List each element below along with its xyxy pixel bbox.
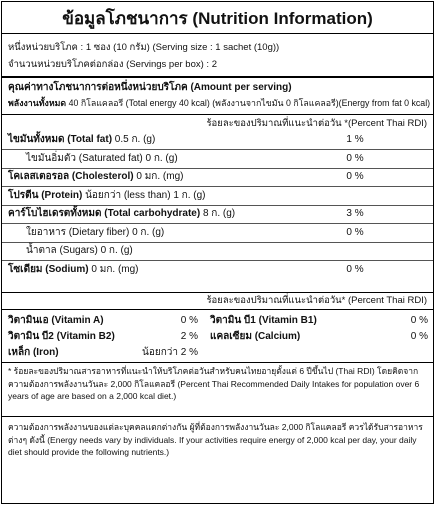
nutrient-amount: 0 ก. (g) — [129, 226, 165, 238]
row-divider — [2, 260, 433, 261]
footnote-rdi: * ร้อยละของปริมาณสารอาหารที่แนะนำให้บริโภคต่อวันสำหรับคนไทยอายุตั้งแต่ 6 ปีขึ้นไป (Thai RDI) โดยคิดจากความต้องการพลังงานวันละ 2,000 กิโลแคลอรี (Percent Thai Recommended Daily Intakes for population over 6 years of age are based on a 2,000 kcal diet.) — [8, 366, 420, 401]
nutrient-percent: 1 % — [346, 134, 364, 145]
nutrient-percent: 3 % — [346, 208, 364, 219]
nutrition-panel — [1, 1, 434, 504]
vitamin-name: วิตามิน บี1 (Vitamin B1) — [210, 315, 317, 326]
nutrient-name: โคเลสเตอรอล (Cholesterol) — [8, 171, 134, 182]
nutrient-amount: น้อยกว่า (less than) 1 ก. (g) — [82, 189, 206, 201]
nutrient-amount: 0 ก. (g) — [142, 152, 178, 164]
vitamin-name: วิตามิน บี2 (Vitamin B2) — [8, 331, 115, 342]
amount-per-serving: คุณค่าทางโภชนาการต่อหนึ่งหน่วยบริโภค (Amount per serving) — [8, 82, 292, 93]
rdi-header: ร้อยละของปริมาณที่แนะนำต่อวัน *(Percent Thai RDI) — [206, 118, 427, 129]
row-divider — [2, 186, 433, 187]
fat-energy-value: (พลังงานจากไขมัน 0 กิโลแคลอรี)(Energy from fat 0 kcal) — [212, 98, 431, 108]
nutrient-amount: 8 ก. (g) — [200, 208, 236, 219]
total-energy-value: 40 กิโลแคลอรี (Total energy 40 kcal) — [68, 98, 210, 108]
total-energy-line — [8, 98, 430, 109]
divider — [2, 292, 433, 293]
servings-per-box: จำนวนหน่วยบริโภคต่อกล่อง (Servings per box) : 2 — [8, 59, 217, 70]
vitamin-name: เหล็ก (Iron) — [8, 347, 59, 358]
nutrient-row — [8, 208, 427, 220]
nutrient-name: คาร์โบไฮเดรตทั้งหมด (Total carbohydrate) — [8, 208, 201, 219]
nutrient-amount: 0 มก. (mg) — [133, 171, 184, 182]
nutrient-percent: 0 % — [346, 263, 364, 275]
nutrient-row — [8, 190, 427, 202]
vitamin-name: แคลเซียม (Calcium) — [210, 331, 301, 342]
nutrient-row — [8, 264, 427, 276]
vitamin-row — [8, 331, 198, 343]
nutrient-row — [8, 134, 427, 146]
nutrient-name: ไขมันทั้งหมด (Total fat) — [8, 134, 113, 145]
vitamin-percent: 2 % — [180, 331, 198, 342]
row-divider — [2, 149, 433, 150]
vitamin-percent: 0 % — [410, 315, 428, 326]
serving-size: หนึ่งหน่วยบริโภค : 1 ซอง (10 กรัม) (Serving size : 1 sachet (10g)) — [8, 42, 280, 53]
nutrient-row — [8, 171, 427, 183]
vitamin-name: วิตามินเอ (Vitamin A) — [8, 315, 104, 326]
footnote-energy-needs: ความต้องการพลังงานของแต่ละบุคคลแตกต่างกัน ผู้ที่ต้องการพลังงานวันละ 2,000 กิโลแคลอรี ควรได้รับสารอาหารต่างๆ ดังนี้ (Energy needs vary by individuals. If your activities require energy of 2,000 kcal per day, your daily diet should provide the following nutrients.) — [8, 422, 423, 457]
total-energy-label: พลังงานทั้งหมด — [8, 98, 67, 108]
row-divider — [2, 168, 433, 169]
row-divider — [2, 205, 433, 206]
row-divider — [2, 223, 433, 224]
nutrient-name: ใยอาหาร (Dietary fiber) — [26, 226, 130, 238]
vitamin-percent: 0 % — [180, 315, 198, 326]
vitamin-percent: 0 % — [410, 331, 428, 342]
nutrient-percent: 0 % — [346, 226, 364, 238]
nutrient-row — [8, 153, 427, 165]
nutrient-name: ไขมันอิ่มตัว (Saturated fat) — [26, 152, 143, 164]
vitamin-row — [210, 331, 428, 343]
row-divider — [2, 242, 433, 243]
vitamin-row — [8, 347, 198, 359]
divider — [2, 362, 433, 363]
rdi-header-vitamins: ร้อยละของปริมาณที่แนะนำต่อวัน* (Percent Thai RDI) — [206, 295, 427, 306]
divider — [2, 33, 433, 34]
vitamin-row — [210, 315, 428, 327]
divider — [2, 416, 433, 417]
nutrient-name: น้ำตาล (Sugars) — [26, 245, 98, 256]
divider — [2, 114, 433, 115]
divider — [2, 309, 433, 310]
nutrient-amount: 0 ก. (g) — [97, 245, 133, 256]
nutrient-amount: 0.5 ก. (g) — [112, 134, 156, 145]
panel-title: ข้อมูลโภชนาการ (Nutrition Information) — [62, 9, 373, 28]
nutrient-amount: 0 มก. (mg) — [88, 263, 139, 275]
divider — [2, 76, 433, 78]
nutrient-percent: 0 % — [346, 171, 364, 182]
vitamin-percent: น้อยกว่า 2 % — [142, 347, 198, 358]
vitamin-row — [8, 315, 198, 327]
nutrient-row — [8, 227, 427, 239]
nutrient-percent: 0 % — [346, 152, 364, 164]
nutrient-name: โปรตีน (Protein) — [8, 189, 83, 201]
nutrient-row — [8, 245, 427, 257]
nutrient-name: โซเดียม (Sodium) — [8, 263, 89, 275]
